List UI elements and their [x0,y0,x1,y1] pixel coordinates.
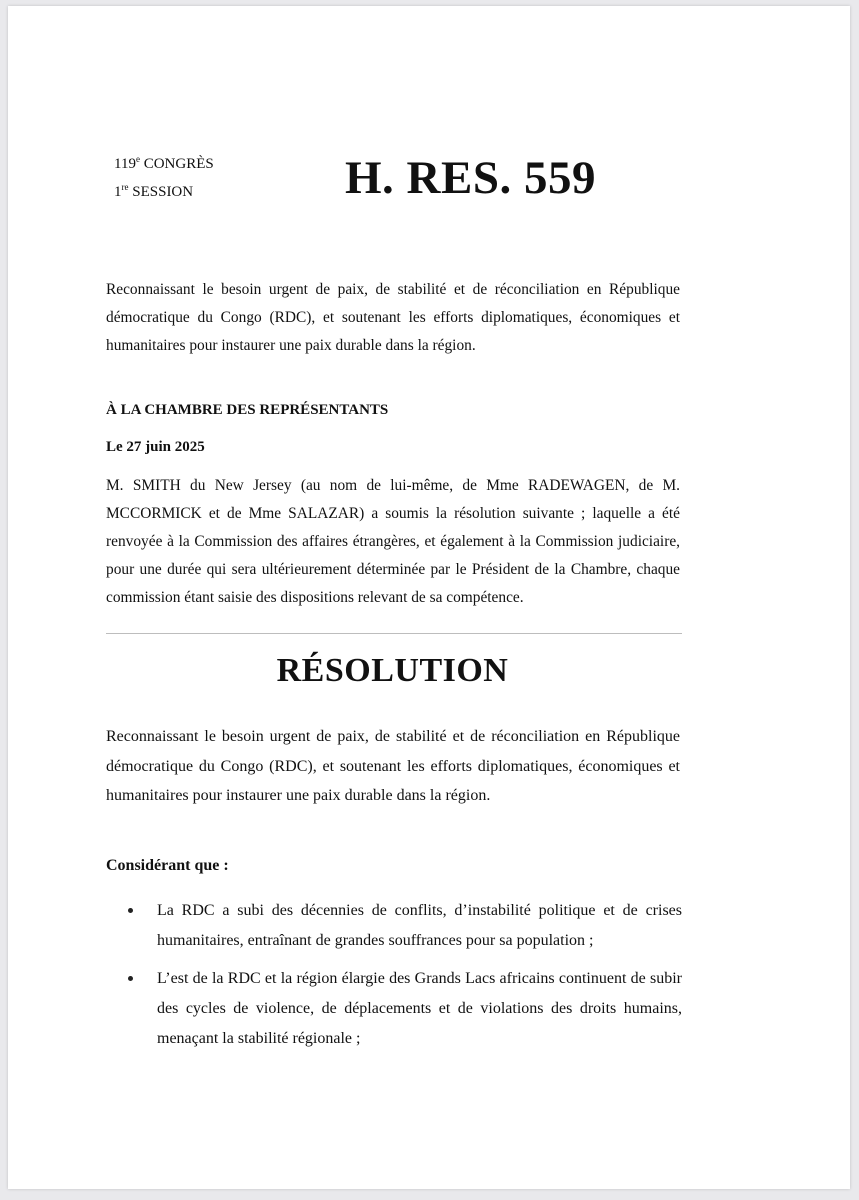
congress-ordinal: e [135,154,140,164]
whereas-item [106,964,682,1054]
whereas-item-text: La RDC a subi des décennies de conflits, d’instabilité politique et de crises humanitaires, entraînant de grandes souffrances pour sa population ; [157,902,682,949]
resolution-body-paragraph: Reconnaissant le besoin urgent de paix, de stabilité et de réconciliation en République démocratique du Congo (RDC), et soutenant les efforts diplomatiques, économiques et humanitaires pour instaurer une paix durable dans la région. [106,728,680,804]
congress-session-block [114,150,214,206]
introduction-paragraph: M. SMITH du New Jersey (au nom de lui-même, de Mme RADEWAGEN, de M. MCCORMICK et de Mme SALAZAR) a soumis la résolution suivante ; laquelle a été renvoyée à la Commission des affaires étrangères, et également à la Commission judiciaire, pour une durée qui sera ultérieurement déterminée par le Président de la Chambre, chaque commission étant saisie des dispositions relevant de sa compétence. [106,477,680,606]
resolution-number-title: H. RES. 559 [345,152,596,204]
congress-line [114,150,214,178]
introduction-date: Le 27 juin 2025 [106,439,205,455]
whereas-item [106,896,682,956]
resolution-heading: RÉSOLUTION [276,652,509,689]
bullet-icon [128,908,133,913]
session-ordinal: re [121,182,129,192]
whereas-list [106,896,682,1062]
section-divider [106,633,682,634]
session-line [114,178,214,206]
whereas-item-text: L’est de la RDC et la région élargie des Grands Lacs africains continuent de subir des cycles de violence, de déplacements et de violations des droits humains, menaçant la stabilité régionale ; [157,970,682,1047]
congress-word: CONGRÈS [139,156,214,172]
session-number: 1 [114,184,122,200]
summary-paragraph: Reconnaissant le besoin urgent de paix, de stabilité et de réconciliation en République démocratique du Congo (RDC), et soutenant les efforts diplomatiques, économiques et humanitaires pour instaurer une paix durable dans la région. [106,281,680,354]
document-page [8,6,850,1189]
bullet-icon [128,976,133,981]
whereas-heading: Considérant que : [106,857,229,874]
house-heading: À LA CHAMBRE DES REPRÉSENTANTS [106,402,389,418]
session-word: SESSION [128,184,194,200]
congress-number: 119 [114,156,136,172]
